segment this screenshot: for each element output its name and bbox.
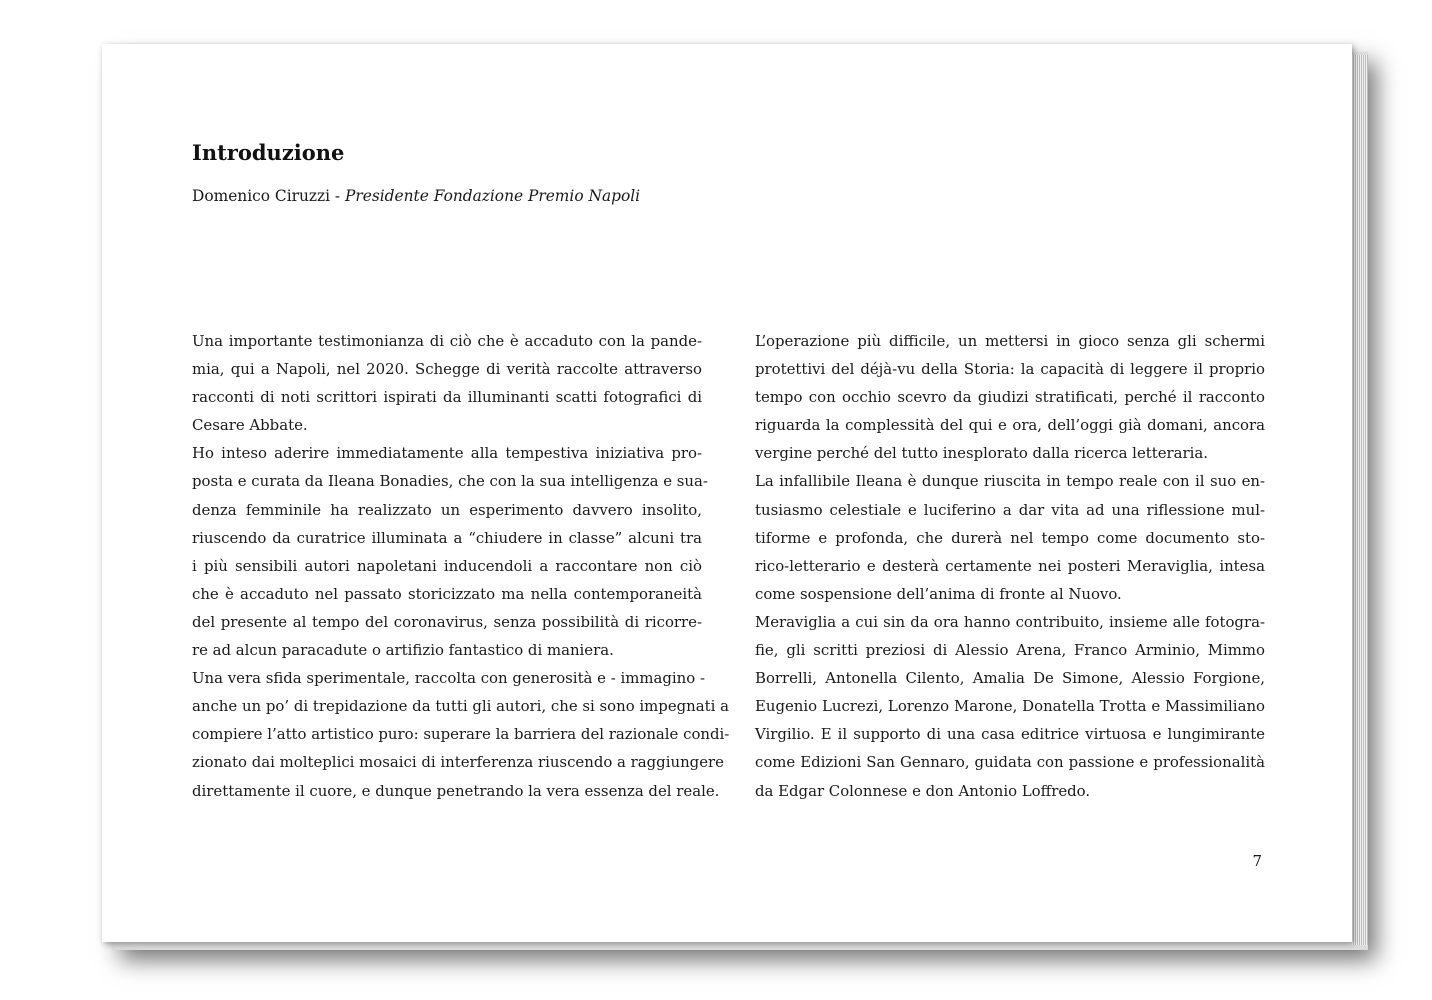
byline-role: Presidente Fondazione Premio Napoli	[345, 187, 641, 205]
text-line: rico-letterario e desterà certamente nei posteri Meraviglia, intesa	[755, 556, 1265, 575]
text-line: re ad alcun paracadute o artifizio fantastico di maniera.	[192, 641, 614, 660]
text-line: tusiasmo celestiale e luciferino a dar vita ad una riflessione mul-	[755, 500, 1265, 519]
text-line: Cesare Abbate.	[192, 416, 308, 435]
text-line: protettivi del déjà-vu della Storia: la capacità di leggere il proprio	[755, 360, 1265, 379]
text-line: zionato dai molteplici mosaici di interferenza riuscendo a raggiungere	[192, 753, 724, 772]
page-edge	[1352, 55, 1368, 945]
text-line: vergine perché del tutto inesplorato dalla ricerca letteraria.	[755, 444, 1209, 463]
text-line: Borrelli, Antonella Cilento, Amalia De Simone, Alessio Forgione,	[755, 669, 1265, 688]
text-line: direttamente il cuore, e dunque penetrando la vera essenza del reale.	[192, 781, 720, 800]
byline-separator: -	[330, 187, 346, 205]
text-line: riguarda la complessità del qui e ora, dell’oggi già domani, ancora	[755, 416, 1265, 435]
text-line: Ho inteso aderire immediatamente alla tempestiva iniziativa pro-	[192, 444, 702, 463]
text-line: come sospensione dell’anima di fronte al Nuovo.	[755, 584, 1122, 603]
text-line: racconti di noti scrittori ispirati da illuminanti scatti fotografici di	[192, 388, 702, 407]
byline-author: Domenico Ciruzzi	[192, 187, 331, 205]
text-line: del presente al tempo del coronavirus, senza possibilità di ricorre-	[192, 612, 702, 631]
page-number: 7	[1252, 852, 1262, 870]
text-line: come Edizioni San Gennaro, guidata con passione e professionalità	[755, 753, 1265, 772]
text-line: anche un po’ di trepidazione da tutti gli autori, che si sono impegnati a	[192, 697, 730, 716]
text-line: che è accaduto nel passato storicizzato ma nella contemporaneità	[192, 584, 702, 603]
text-line: i più sensibili autori napoletani inducendoli a raccontare non ciò	[192, 556, 702, 575]
text-line: compiere l’atto artistico puro: superare la barriera del razionale condi-	[192, 725, 730, 744]
text-line: mia, qui a Napoli, nel 2020. Schegge di verità raccolte attraverso	[192, 360, 702, 379]
text-line: L’operazione più difficile, un mettersi in gioco senza gli schermi	[755, 332, 1265, 350]
text-line: posta e curata da Ileana Bonadies, che con la sua intelligenza e sua-	[192, 472, 708, 491]
right-text-column	[755, 327, 1265, 805]
text-line: Virgilio. E il supporto di una casa editrice virtuosa e lungimirante	[755, 725, 1265, 744]
byline	[192, 187, 640, 205]
text-line: Eugenio Lucrezi, Lorenzo Marone, Donatella Trotta e Massimiliano	[755, 697, 1265, 716]
text-line: riuscendo da curatrice illuminata a “chiudere in classe” alcuni tra	[192, 528, 702, 547]
text-line: Una vera sfida sperimentale, raccolta con generosità e - immagino -	[192, 669, 705, 688]
left-text-column	[192, 327, 730, 805]
text-line: fie, gli scritti preziosi di Alessio Arena, Franco Arminio, Mimmo	[755, 641, 1265, 660]
text-line: da Edgar Colonnese e don Antonio Loffredo.	[755, 781, 1091, 800]
page-title: Introduzione	[192, 140, 345, 165]
text-line: tempo con occhio scevro da giudizi stratificati, perché il racconto	[755, 388, 1265, 407]
text-line: Una importante testimonianza di ciò che è accaduto con la pande-	[192, 332, 702, 350]
text-line: tiforme e profonda, che durerà nel tempo come documento sto-	[755, 528, 1265, 547]
book-page	[102, 44, 1352, 942]
text-line: La infallibile Ileana è dunque riuscita in tempo reale con il suo en-	[755, 472, 1265, 491]
text-line: denza femminile ha realizzato un esperimento davvero insolito,	[192, 500, 702, 519]
text-line: Meraviglia a cui sin da ora hanno contribuito, insieme alle fotogra-	[755, 612, 1265, 631]
